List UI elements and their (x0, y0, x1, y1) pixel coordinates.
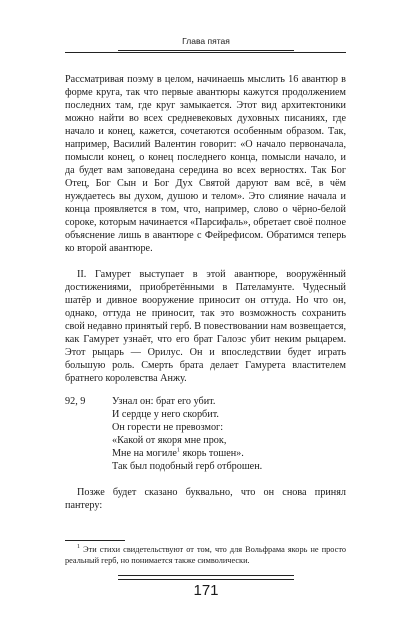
verse-line: «Какой от якоря мне прок, (112, 435, 227, 446)
verse-line-part: якорь тошен». (179, 448, 244, 459)
footnote-number: 1 (77, 544, 80, 551)
verse-line-part: Мне на могиле (112, 448, 177, 459)
footnote-marker[interactable]: 1 (176, 447, 180, 454)
verse-line: Узнал он: брат его убит. (112, 396, 216, 407)
verse-lines (112, 395, 346, 473)
running-title: Глава пятая (182, 36, 230, 46)
paragraph-3: Позже будет сказано буквально, что он снова принял пантеру: (65, 487, 346, 511)
running-header (118, 36, 294, 51)
main-text (65, 73, 346, 512)
folio-rule (118, 579, 294, 580)
verse-line (112, 447, 346, 460)
paragraph-2: II. Гамурет выступает в этой авантюре, вооружённый достижениями, приобретёнными в Пателамунте. Чудесный шатёр и дивное вооружение приносит он оттуда. Но что он, однако, оттуда не приносит, так это возможность сохранить свой недавно принятый герб. В повествовании нам возвещается, как Гамурет узнаёт, что его брат Галоэс убит неким рыцарем. Этот рыцарь — Орилус. Он и впоследствии будет играть большую роль. Смерть брата делает Гамурета властителем братнего королевства Анжу. (65, 269, 346, 384)
page-number-block (118, 575, 294, 600)
page-number: 171 (193, 582, 219, 599)
verse-reference: 92, 9 (65, 396, 86, 407)
verse-line: И сердце у него скорбит. (112, 409, 219, 420)
header-rule (65, 52, 346, 53)
verse-quote (65, 395, 346, 473)
footnote-rule (65, 540, 125, 541)
paragraph-1: Рассматривая поэму в целом, начинаешь мыслить 16 авантюр в форме круга, так что первые авантюры кажутся продолжением последних там, где круг замыкается. Этот вид архитектоники можно найти во всех средневековых духовных писаниях, где начало и конец, кажется, сочетаются особенным образом. Так, например, Василий Валентин говорит: «О начало первоначала, помысли конец, о конец последнего конца, помысли начало, и да будет вам заповедана середина во всех верностях. Так Бог Отец, Бог Сын и Бог Дух Святой даруют вам всё, в чём нуждаетесь вы духом, душою и телом». Это слияние начала и конца проявляется в том, что, например, слово о чёрно-белой сороке, которым начинается «Парсифаль», обретает своё полное объяснение лишь в авантюре с Фейрефисом. Обратимся теперь ко второй авантюре. (65, 74, 346, 254)
verse-line: Он горести не превозмог: (112, 422, 224, 433)
footnote-text: Эти стихи свидетельствуют от том, что для Вольфрама якорь не просто реальный герб, но понимается также символически. (65, 545, 346, 565)
footnote (65, 545, 346, 566)
verse-line: Так был подобный герб отброшен. (112, 461, 263, 472)
